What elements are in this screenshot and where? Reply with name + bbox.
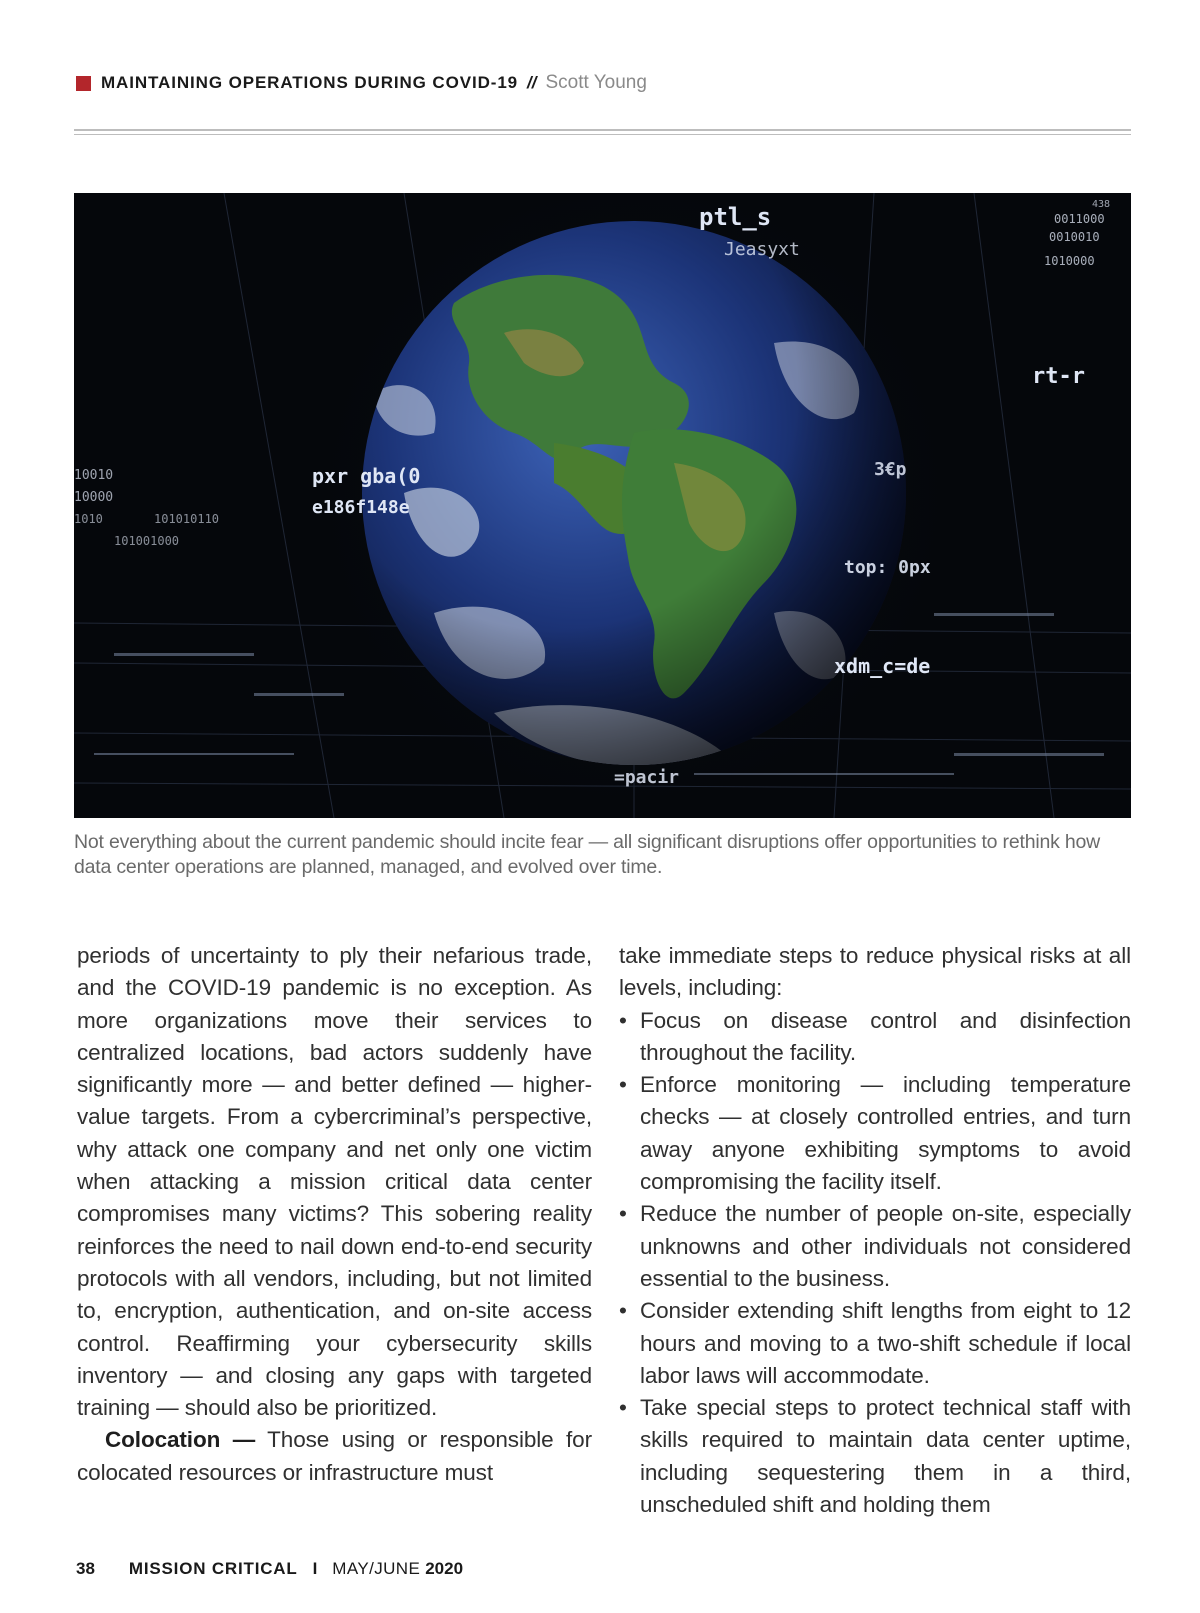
photo-caption: Not everything about the current pandemic should incite fear — all significant disruptions offer opportunities to rethink how data center operations are planned, managed, and evolved over time. (74, 831, 1101, 878)
svg-text:xdm_c=de: xdm_c=de (834, 654, 931, 678)
svg-text:ptl_s: ptl_s (699, 203, 772, 231)
list-item (619, 1295, 1131, 1392)
header-separator: // (527, 73, 537, 92)
running-header (76, 68, 1131, 98)
bullet-list (619, 1005, 1131, 1522)
svg-text:101001000: 101001000 (114, 534, 180, 548)
page-footer (76, 1554, 463, 1584)
bullet-marker: • (619, 1298, 627, 1324)
svg-text:0010010: 0010010 (1049, 230, 1100, 244)
magazine-name: MISSION CRITICAL (128, 1559, 298, 1578)
list-item (619, 1005, 1131, 1070)
list-item-text: Enforce monitoring — including temperature checks — at closely controlled entries, and turn away anyone exhibiting symptoms to avoid compromising the facility itself. (640, 1072, 1131, 1195)
svg-text:10010: 10010 (74, 468, 114, 483)
header-rule-top (74, 129, 1131, 131)
list-item-text: Reduce the number of people on-site, especially unknowns and other individuals not considered essential to the business. (640, 1201, 1131, 1291)
body-paragraph-colocation (77, 1424, 592, 1489)
body-paragraph: periods of uncertainty to ply their nefarious trade, and the COVID-19 pandemic is no exception. As more organizations move their services to centralized locations, bad actors suddenly have significantly more — and better defined — higher-value targets. From a cybercriminal’s perspective, why attack one company and net only one victim when attacking a mission critical data center compromises many victims? This sobering reality reinforces the need to nail down end-to-end security protocols with all vendors, including, but not limited to, encryption, authentication, and on-site access control. Reaffirming your cybersecurity skills inventory — and closing any gaps with targeted training — should also be prioritized. (77, 943, 592, 1421)
list-item (619, 1069, 1131, 1198)
colocation-text: Those using or responsible for colocated resources or infrastructure must (77, 1427, 592, 1485)
list-item-text: Consider extending shift lengths from eight to 12 hours and moving to a two-shift schedule if local labor laws will accommodate. (640, 1298, 1131, 1388)
svg-text:rt-r: rt-r (1032, 364, 1085, 389)
svg-text:Jeasyxt: Jeasyxt (724, 239, 800, 260)
section-kicker: MAINTAINING OPERATIONS DURING COVID-19 (101, 73, 519, 92)
svg-text:438: 438 (1092, 199, 1111, 210)
svg-text:10000: 10000 (74, 490, 114, 505)
bullet-marker: • (619, 1201, 627, 1227)
bullet-marker: • (619, 1072, 627, 1098)
earth-digital-illustration (74, 193, 1131, 818)
page-number: 38 (76, 1559, 95, 1578)
author-name: Scott Young (545, 72, 647, 93)
svg-text:101010110: 101010110 (154, 512, 220, 526)
article-column-left (77, 940, 592, 1489)
bullet-marker: • (619, 1395, 627, 1421)
bullet-marker: • (619, 1007, 627, 1033)
svg-text:1010: 1010 (74, 512, 103, 526)
issue-year: 2020 (425, 1559, 464, 1578)
list-item-text: Focus on disease control and disinfection throughout the facility. (640, 1007, 1131, 1065)
bullet-intro: take immediate steps to reduce physical risks at all levels, including: (619, 943, 1131, 1001)
section-marker-square (76, 76, 91, 91)
list-item-text: Take special steps to protect technical staff with skills required to maintain data center uptime, including sequestering them in a third, unscheduled shift and holding them (640, 1395, 1131, 1518)
list-item (619, 1392, 1131, 1521)
svg-text:top: 0px: top: 0px (844, 557, 931, 578)
header-rule-bottom (74, 134, 1131, 135)
svg-text:1010000: 1010000 (1044, 254, 1095, 268)
footer-separator: I (312, 1559, 318, 1578)
svg-text:e186f148e: e186f148e (312, 497, 410, 518)
svg-text:3€p: 3€p (874, 459, 907, 480)
svg-text:pxr gba(0: pxr gba(0 (312, 464, 421, 488)
subhead-colocation: Colocation — (105, 1427, 256, 1453)
svg-text:0011000: 0011000 (1054, 212, 1105, 226)
article-photo (74, 193, 1131, 818)
article-column-right (619, 940, 1131, 1521)
list-item (619, 1198, 1131, 1295)
svg-text:=pacir: =pacir (614, 767, 680, 788)
issue-months: MAY/JUNE (332, 1559, 421, 1578)
